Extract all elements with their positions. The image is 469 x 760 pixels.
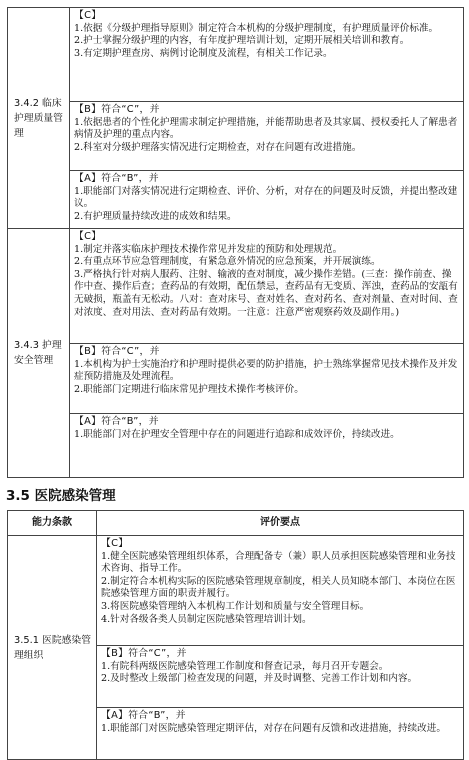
criterion-item: 3.有定期护理查房、病例讨论制度及流程，有相关工作记录。 xyxy=(74,47,333,59)
clause-label: 3.4.3 护理安全管理 xyxy=(8,229,70,478)
grade-b-block xyxy=(97,646,463,708)
grade-header: 【C】 xyxy=(74,10,102,21)
criterion-item: 2.职能部门定期进行临床常见护理技术操作考核评价。 xyxy=(74,383,304,395)
grade-header: 【B】符合“C”，并 xyxy=(74,346,160,357)
grade-c-block xyxy=(97,536,463,646)
criterion-item: 2.科室对分级护理落实情况进行定期检查，对存在问题有改进措施。 xyxy=(74,141,362,153)
criterion-item: 2.及时整改上级部门检查发现的问题，并及时调整、完善工作计划和内容。 xyxy=(101,673,418,685)
grade-a-block xyxy=(70,171,463,228)
criterion-item: 3.严格执行针对病人服药、注射、输液的查对制度，减少操作差错。(三查：操作前查、操作中查、操作后查；查药品的有效期，配伍禁忌，查药品有无变质、浑浊，查药品的安瓿有无破损，瓶盖有无松动。八对：查对床号、查对姓名、查对药名、查对剂量、查对时间、查对浓度、查对用法、查对药品有效期。一注意：注意严密观察药效及副作用。) xyxy=(74,268,458,318)
table-row xyxy=(8,8,464,229)
grade-header: 【B】符合“C”，并 xyxy=(101,648,187,659)
criterion-item: 1.有院科两级医院感染管理工作制度和督查记录，每月召开专题会。 xyxy=(101,660,389,672)
grade-c-block xyxy=(70,8,463,102)
grade-b-block xyxy=(70,344,463,414)
criterion-item: 1.依据《分级护理指导原则》制定符合本机构的分级护理制度，有护理质量评价标准。 xyxy=(74,22,439,34)
criterion-item: 2.护士掌握分级护理的内容，有年度护理培训计划，定期开展相关培训和教育。 xyxy=(74,35,410,47)
criterion-item: 1.职能部门对在护理安全管理中存在的问题进行追踪和成效评价，持续改进。 xyxy=(74,428,400,440)
grade-header: 【B】符合“C”，并 xyxy=(74,104,160,115)
criterion-item: 1.职能部门对医院感染管理定期评估，对存在问题有反馈和改进措施，持续改进。 xyxy=(101,722,446,734)
criterion-item: 3.将医院感染管理纳入本机构工作计划和质量与安全管理目标。 xyxy=(101,600,370,612)
criterion-item: 1.制定并落实临床护理技术操作常见并发症的预防和处理规范。 xyxy=(74,243,343,255)
table-header-row xyxy=(8,511,464,536)
grade-header: 【C】 xyxy=(101,538,129,549)
clause-label: 3.5.1 医院感染管理组织 xyxy=(8,536,97,760)
grade-header: 【A】符合“B”，并 xyxy=(101,710,186,721)
criterion-item: 1.本机构为护士实施治疗和护理时提供必要的防护措施，护士熟练掌握常见技术操作及并发症预防措施及处理流程。 xyxy=(74,358,458,383)
evaluation-points-cell xyxy=(70,8,464,229)
table-row xyxy=(8,229,464,478)
table-row xyxy=(8,536,464,760)
grade-b-block xyxy=(70,102,463,171)
grade-header: 【A】符合“B”，并 xyxy=(74,173,159,184)
grade-c-block xyxy=(70,229,463,344)
evaluation-points-cell xyxy=(97,536,464,760)
grade-a-block xyxy=(70,414,463,477)
infection-control-table xyxy=(7,510,464,760)
evaluation-points-cell xyxy=(70,229,464,478)
criterion-item: 2.制定符合本机构实际的医院感染管理规章制度，相关人员知晓本部门、本岗位在医院感染管理方面的职责并履行。 xyxy=(101,575,456,600)
column-header: 评价要点 xyxy=(97,511,464,536)
grade-header: 【C】 xyxy=(74,231,102,242)
criterion-item: 2.有护理质量持续改进的成效和结果。 xyxy=(74,210,237,222)
criterion-item: 2.有重点环节应急管理制度，有紧急意外情况的应急预案，并开展演练。 xyxy=(74,256,381,268)
grade-header: 【A】符合“B”，并 xyxy=(74,416,159,427)
grade-a-block xyxy=(97,708,463,759)
criterion-item: 1.职能部门对落实情况进行定期检查、评价、分析，对存在的问题及时反馈，并提出整改建议。 xyxy=(74,185,458,210)
clause-label: 3.4.2 临床护理质量管理 xyxy=(8,8,70,229)
section-title: 3.5 医院感染管理 xyxy=(6,488,116,504)
nursing-quality-table xyxy=(7,7,464,478)
criterion-item: 4.针对各级各类人员制定医院感染管理培训计划。 xyxy=(101,613,312,625)
criterion-item: 1.依据患者的个性化护理需求制定护理措施，并能帮助患者及其家属、授权委托人了解患者病情及护理的重点内容。 xyxy=(74,116,458,141)
column-header: 能力条款 xyxy=(8,511,97,536)
criterion-item: 1.健全医院感染管理组织体系，合理配备专（兼）职人员承担医院感染管理和业务技术咨询、指导工作。 xyxy=(101,550,456,575)
